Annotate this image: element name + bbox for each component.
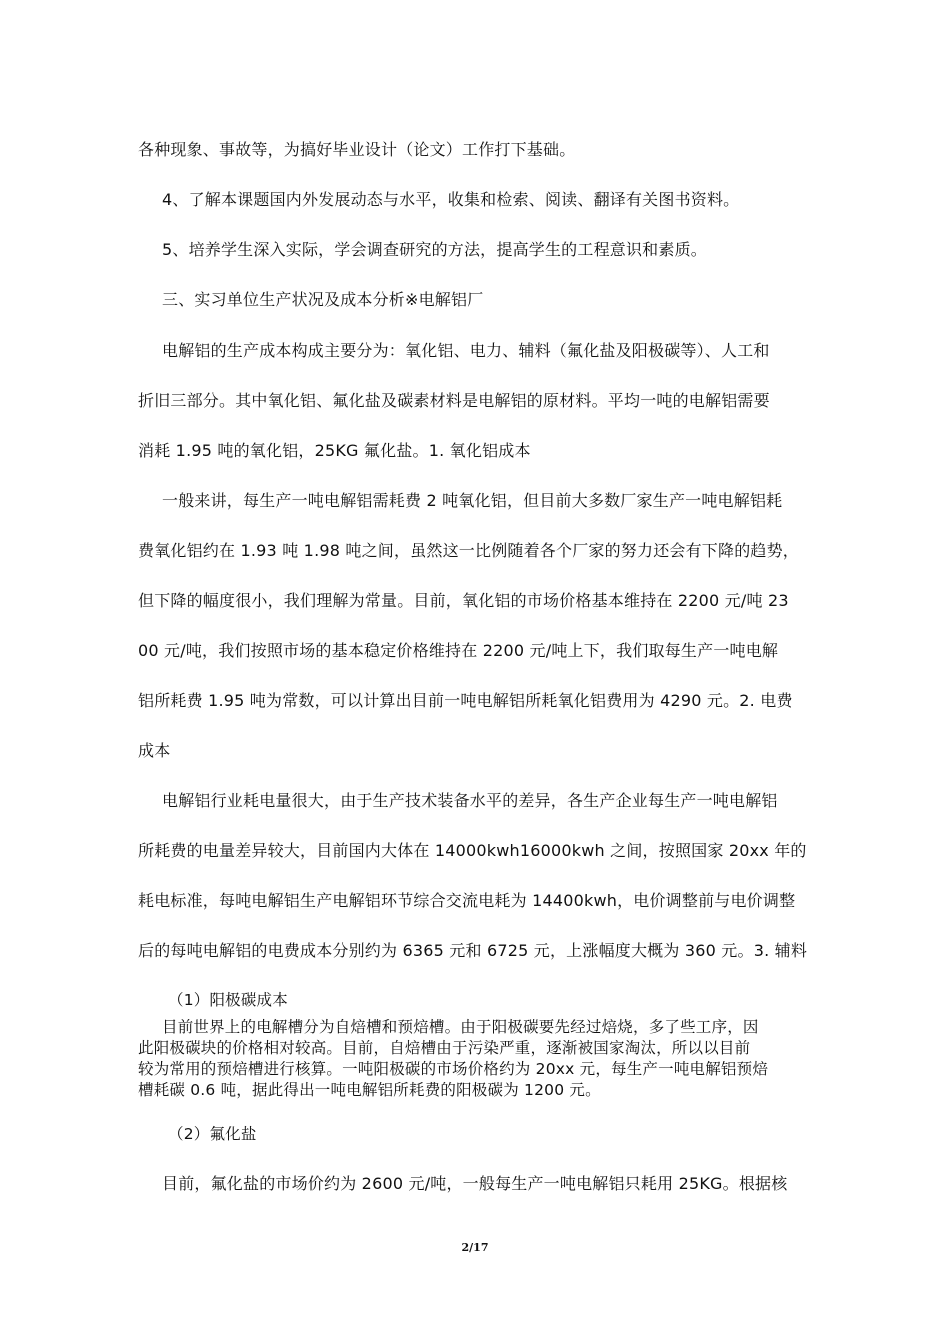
text-line: 所耗费的电量差异较大，目前国内大体在 14000kwh16000kwh 之间，按照国家 20xx 年的	[138, 841, 807, 860]
text-line: 后的每吨电解铝的电费成本分别约为 6365 元和 6725 元，上涨幅度大概为 360 元。3. 辅料	[138, 941, 808, 960]
list-item: 5、培养学生深入实际，学会调查研究的方法，提高学生的工程意识和素质。	[162, 240, 707, 259]
text-line: 此阳极碳块的价格相对较高。目前，自焙槽由于污染严重，逐渐被国家淘汰，所以以目前	[138, 1039, 751, 1057]
text-line: 消耗 1.95 吨的氧化铝，25KG 氟化盐。1. 氧化铝成本	[138, 441, 531, 460]
section-heading: 三、实习单位生产状况及成本分析※电解铝厂	[162, 290, 484, 309]
text-line: 一般来讲，每生产一吨电解铝需耗费 2 吨氧化铝，但目前大多数厂家生产一吨电解铝耗	[162, 491, 783, 510]
text-line: 各种现象、事故等，为搞好毕业设计（论文）工作打下基础。	[138, 140, 576, 159]
subheading: （1）阳极碳成本	[168, 991, 288, 1009]
subheading: （2）氟化盐	[168, 1125, 257, 1143]
text-line: 槽耗碳 0.6 吨，据此得出一吨电解铝所耗费的阳极碳为 1200 元。	[138, 1081, 601, 1099]
text-line: 00 元/吨，我们按照市场的基本稳定价格维持在 2200 元/吨上下，我们取每生产一吨电解	[138, 641, 779, 660]
text-line: 铝所耗费 1.95 吨为常数，可以计算出目前一吨电解铝所耗氧化铝费用为 4290 元。2. 电费	[138, 691, 793, 710]
text-line: 耗电标准，每吨电解铝生产电解铝环节综合交流电耗为 14400kwh，电价调整前与电价调整	[138, 891, 796, 910]
text-line: 较为常用的预焙槽进行核算。一吨阳极碳的市场价格约为 20xx 元，每生产一吨电解铝预焙	[138, 1060, 769, 1078]
page-number: 2/17	[461, 1241, 489, 1254]
list-item: 4、了解本课题国内外发展动态与水平，收集和检索、阅读、翻译有关图书资料。	[162, 190, 740, 209]
text-line: 目前世界上的电解槽分为自焙槽和预焙槽。由于阳极碳要先经过焙烧，多了些工序，因	[162, 1018, 759, 1036]
text-line: 费氧化铝约在 1.93 吨 1.98 吨之间，虽然这一比例随着各个厂家的努力还会有下降的趋势，	[138, 541, 799, 560]
text-line: 折旧三部分。其中氧化铝、氟化盐及碳素材料是电解铝的原材料。平均一吨的电解铝需要	[138, 391, 770, 410]
text-line: 成本	[138, 741, 171, 760]
text-line: 但下降的幅度很小，我们理解为常量。目前，氧化铝的市场价格基本维持在 2200 元/吨 23	[138, 591, 789, 610]
text-line: 电解铝行业耗电量很大，由于生产技术装备水平的差异，各生产企业每生产一吨电解铝	[162, 791, 778, 810]
text-line: 目前，氟化盐的市场价约为 2600 元/吨，一般每生产一吨电解铝只耗用 25KG。根据核	[162, 1174, 788, 1193]
text-line: 电解铝的生产成本构成主要分为：氧化铝、电力、辅料（氟化盐及阳极碳等）、人工和	[162, 341, 770, 360]
